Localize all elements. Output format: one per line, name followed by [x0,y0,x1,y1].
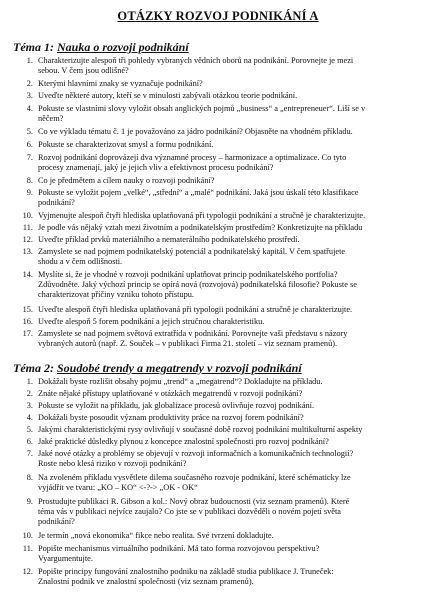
question-number: 13. [22,247,33,256]
question-text: Co je předmětem a cílem nauky o rozvoji podnikání? [38,176,215,185]
question-text: Pokuste se vyložit na příkladu, jak globalizace procesů ovlivňuje rozvoj podnikání. [38,401,315,410]
question-number: 5. [26,425,33,434]
question-text: Myslíte si, že je vhodné v rozvoji podnikání uplatňovat princip podnikatelského portfolia? Zdůvodněte. Jaký výchozí princip se opírá nová (rozvojová) podnikatelská filosofie? Pokuste se charakterizovat příčiny vzniku tohoto přístupu. [38,270,357,299]
question-number: 14. [22,270,33,279]
question-number: 4. [26,104,33,113]
question-text: Kterými hlavními znaky se vyznačuje podnikání? [38,79,203,88]
section-name: Nauka o rozvoji podnikání [57,40,189,54]
question-number: 7. [26,449,33,458]
question-number: 11. [22,544,33,553]
question-text: Jakými charakteristickými rysy ovlivňují v současné době rozvoj podnikání multikulturní aspekty [38,425,363,434]
question-number: 6. [26,140,33,149]
question-text: Zamyslete se nad pojmem světová extratřída v podnikání. Porovnejte vaši představu s názory vybraných autorů (např. Z. Souček – v publikaci Firma 21. století – viz seznam pramenů). [38,329,348,348]
section-label: Téma 1: [13,40,54,54]
question-number: 8. [26,176,33,185]
question-text: Popište principy fungování znalostního podniku na základě studia publikace J. Truneček: Znalostní podnik ve znalostní společnosti (viz seznam pramenů). [38,567,334,586]
section-name: Soudobé trendy a megatrendy v rozvoji podnikání [57,361,302,375]
question-number: 16. [22,317,33,326]
question-number: 7. [26,153,33,162]
document-title: OTÁZKY ROZVOJ PODNIKÁNÍ A [117,9,319,23]
section-heading-2 [13,361,302,376]
question-text: Popište mechanismus virtuálního podnikání. Má tato forma rozvojovou perspektivu? Vyargumentujte. [38,544,320,563]
question-text: Je termín „nová ekonomika“ fikce nebo realita. Své tvrzení dokladujte. [38,531,274,540]
question-number: 10. [22,531,33,540]
question-number: 2. [26,389,33,398]
question-number: 5. [26,127,33,136]
question-number: 9. [26,497,33,506]
question-number: 3. [26,401,33,410]
question-text: Uveďte příklad prvků materiálního a nematerálního podnikatelského prostředí. [38,235,300,244]
question-text: Charakterizujte alespoň tři pohledy vybraných vědních oborů na podnikání. Porovnejte je mezi sebou. V čem jsou odlišné? [38,56,354,75]
question-text: Jaké praktické důsledky plynou z koncepce znalostní společnosti pro rozvoj podnikání? [38,437,329,446]
section-heading-1 [13,40,189,55]
question-text: Vyjmenujte alespoň čtyři hlediska uplatňovaná při typologii podnikání a stručně je charakterizujte. [38,211,366,220]
question-number: 8. [26,473,33,482]
question-text: Znáte nějaké přístupy uplatňované v otázkách megatrendů v rozvoji podnikání? [38,389,303,398]
question-text: Pokuste se charakterizovat smysl a formu podnikání. [38,140,214,149]
question-number: 11. [22,223,33,232]
question-number: 12. [22,235,33,244]
question-text: Dokážali byste posoudit význam produktivity práce na rozvoj forem podnikání? [38,413,304,422]
question-text: Uveďte některé autory, kteří se v minulosti zabývali otázkou teorie podnikání. [38,91,298,100]
question-text: Je podle vás nějaký vztah mezi životním a podnikatelským prostředím? Konkretizujte na příkladu [38,223,363,232]
question-number: 3. [26,91,33,100]
question-text: Uveďte alespoň čtyři hlediska uplatňovaná při typologii podnikání a stručně je charakterizujte. [38,305,353,314]
question-text: Uveďte alespoň 5 forem podnikání a jejich stručnou charakteristiku. [38,317,265,326]
question-number: 10. [22,211,33,220]
question-number: 9. [26,188,33,197]
question-number: 1. [26,377,33,386]
question-number: 17. [22,329,33,338]
question-number: 6. [26,437,33,446]
section-label: Téma 2: [13,361,54,375]
question-text: Pokuste se vyložit pojem „velké“, „střední“ a „malé“ podnikání. Jaká jsou úskalí této klasifikace podnikání? [38,188,359,207]
question-number: 2. [26,79,33,88]
question-number: 15. [22,305,33,314]
question-number: 4. [26,413,33,422]
question-text: Rozvoj podnikání doprovázejí dva významné procesy – harmonizace a optimalizace. Co tyto procesy znamenají, jaký je jejich vliv a efektivnost procesu podnikání? [38,153,347,172]
question-text: Jaké nové otázky a problémy se objevují v rozvoji informačních a komunikačních technologií? Roste nebo klesá riziko v rozvoji podnikání? [38,449,354,468]
question-number: 1. [26,56,33,65]
question-text: Zamyslete se nad pojmem podnikatelský potenciál a podnikatelský kapitál. V čem spatřujete shodu a v čem odlišnosti. [38,247,346,266]
question-text: Prostudujte publikaci R. Gibson a kol.: Nový obraz budoucnosti (viz seznam pramenů). Které téma vás v publikaci nejvíce zaujalo? Co jste se v publikaci dozvěděli o novém pojetí světa podnikání? [38,497,350,526]
question-text: Dokážali byste rozlišit obsahy pojmu „trend“ a „megatrend“? Dokladujte na příkladu. [38,377,323,386]
question-text: Co ve výkladu tématu č. 1 je považováno za jádro podnikání? Objasněte na vhodném příkladu. [38,127,353,136]
question-text: Na zvoleném příkladu vysvětlete dilema současného rozvoje podnikání, které schématicky lze vyjádřit ve tvaru: „KO – KO“ <-?-> „OK - OK“ [38,473,351,492]
question-number: 12. [22,567,33,576]
question-text: Pokuste se vlastními slovy vyložit obsah anglických pojmů „business“ a „entrepreneuer“. Liší se v něčem? [38,104,366,123]
